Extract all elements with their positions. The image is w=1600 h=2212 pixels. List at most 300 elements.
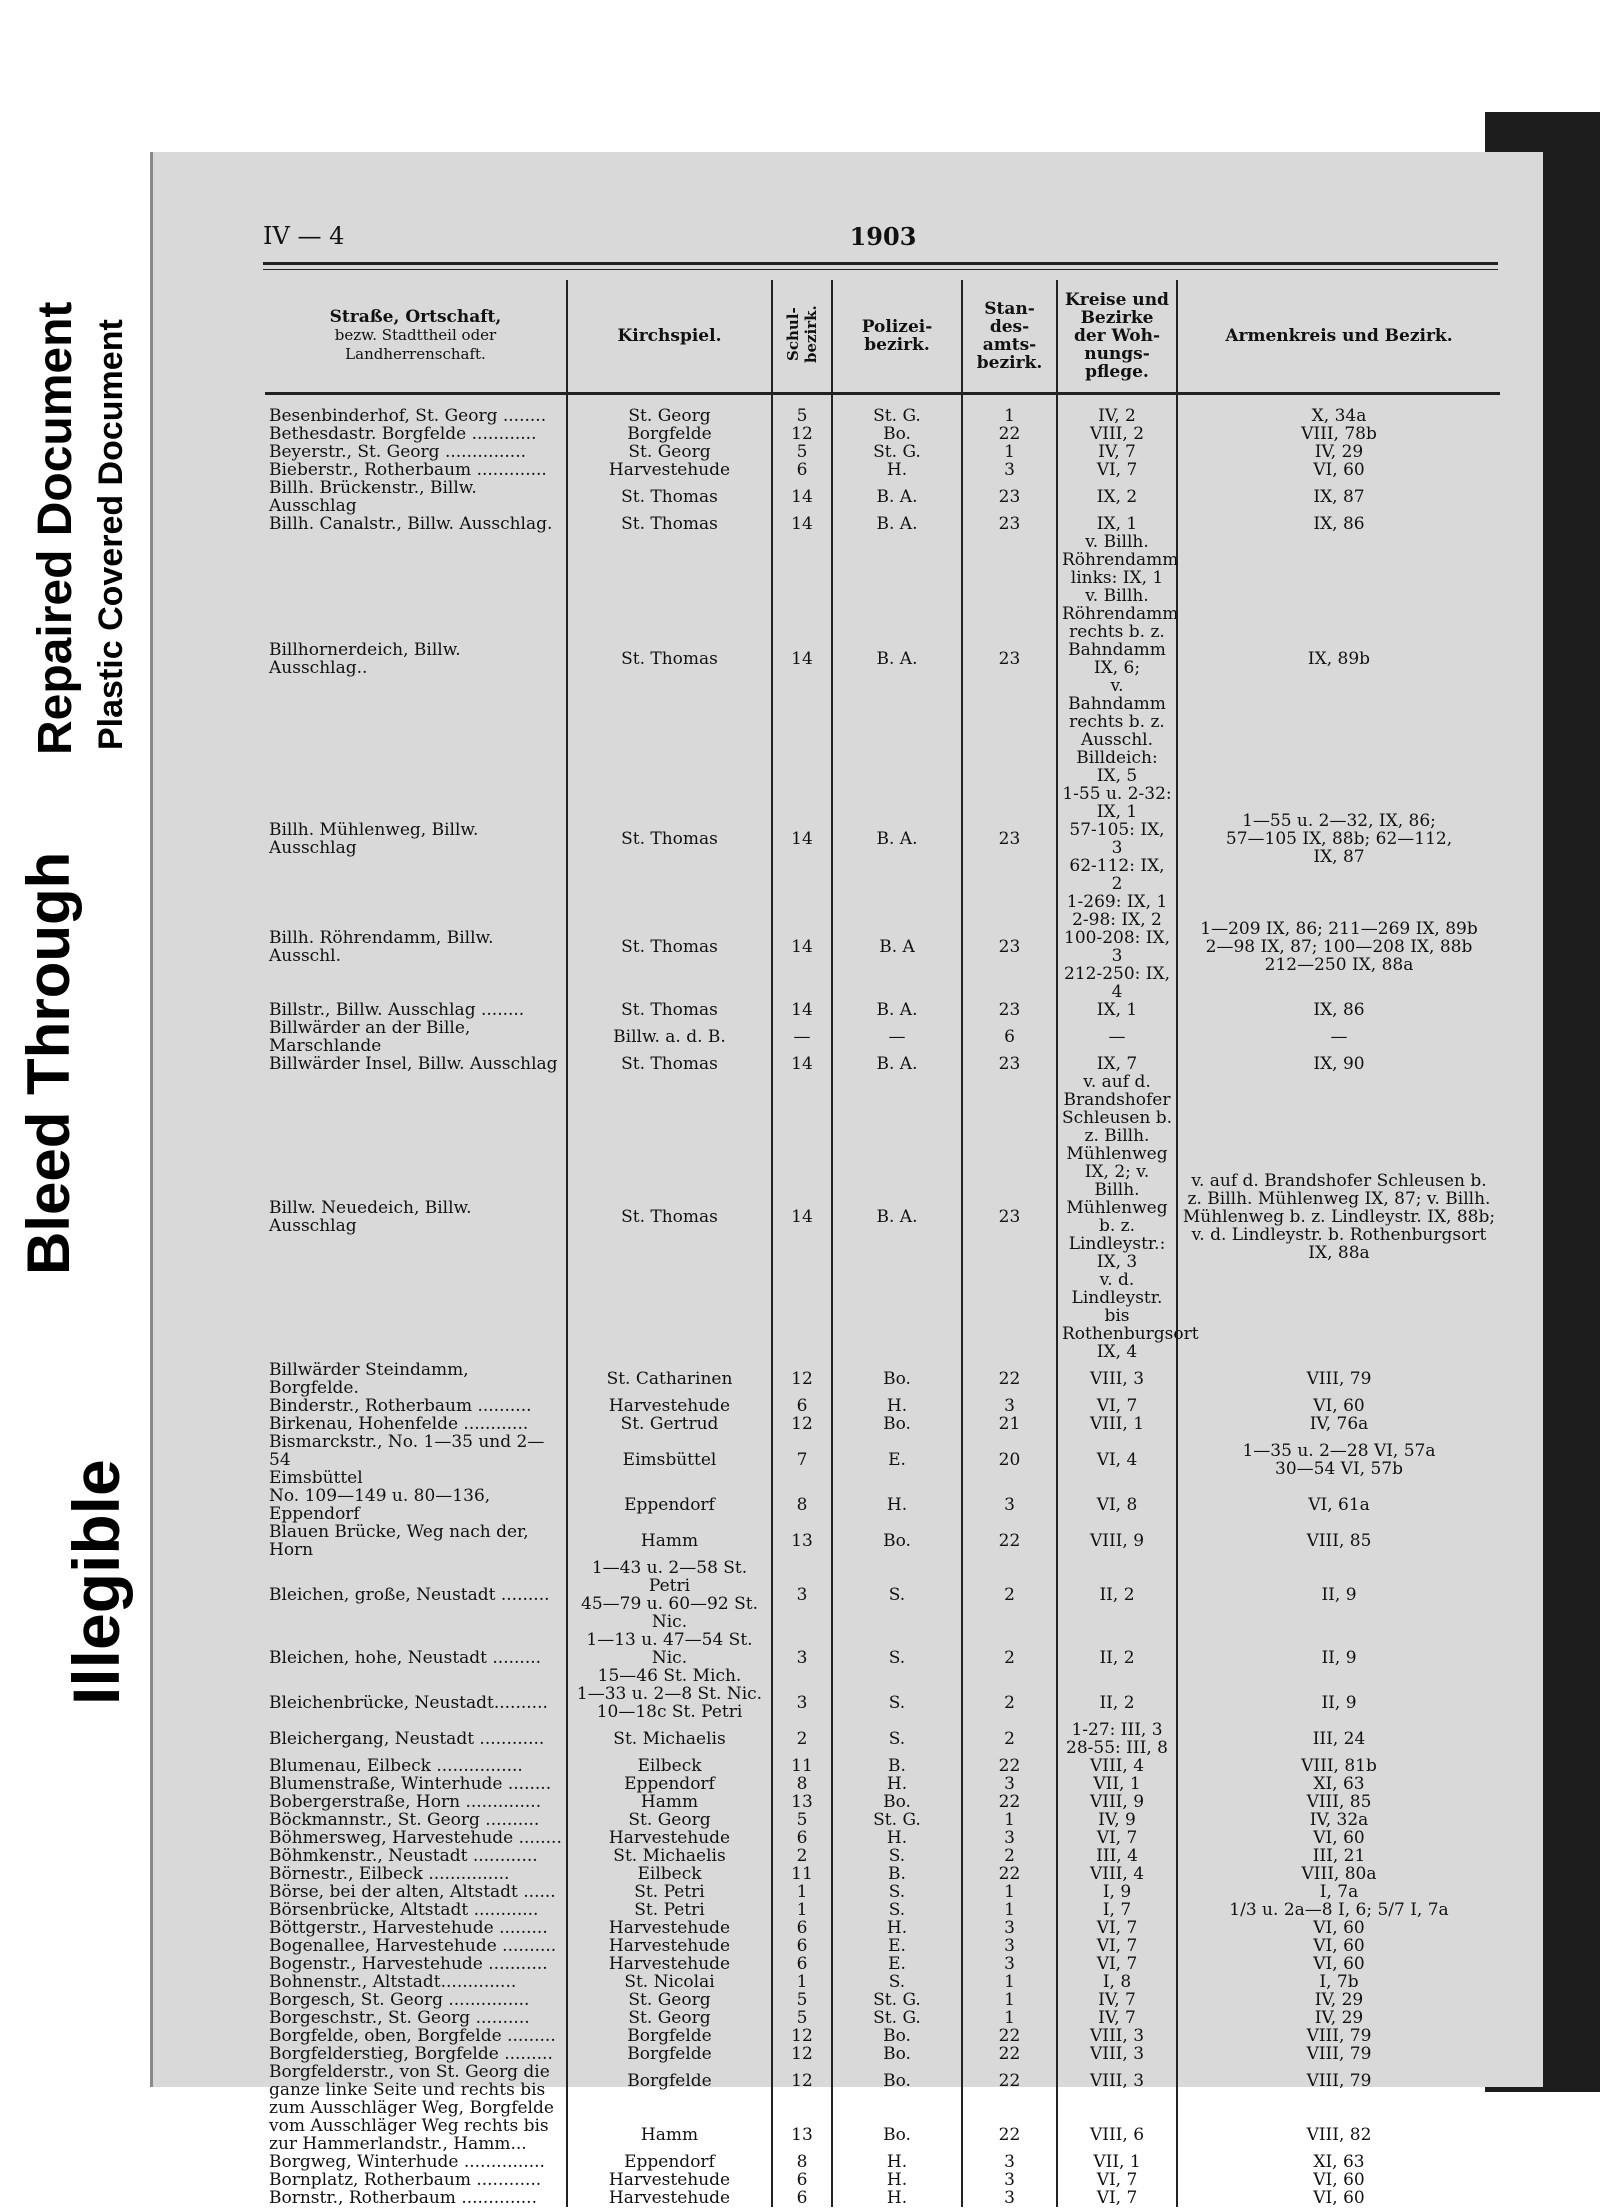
cell-police: H. <box>832 1397 962 1415</box>
table-row <box>265 443 1500 461</box>
cell-registry: 3 <box>962 2189 1057 2207</box>
cell-relief: VIII, 79 <box>1177 2045 1500 2063</box>
cell-parish: St. Georg <box>567 2009 772 2027</box>
cell-housing: IV, 7 <box>1057 443 1177 461</box>
cell-parish: Harvestehude <box>567 461 772 479</box>
cell-housing: III, 4 <box>1057 1847 1177 1865</box>
label-plastic-covered-document: Plastic Covered Document <box>92 319 130 750</box>
cell-housing: IV, 7 <box>1057 1991 1177 2009</box>
cell-registry: 3 <box>962 1829 1057 1847</box>
cell-school: 6 <box>772 461 832 479</box>
cell-housing: VI, 7 <box>1057 1919 1177 1937</box>
table-row <box>265 461 1500 479</box>
cell-police: H. <box>832 461 962 479</box>
cell-police: B. A. <box>832 785 962 893</box>
cell-police: St. G. <box>832 1811 962 1829</box>
cell-street: Borgweg, Winterhude ............... <box>269 2152 545 2172</box>
cell-street: Borgeschstr., St. Georg .......... <box>269 2008 530 2028</box>
cell-parish: St. Michaelis <box>567 1721 772 1757</box>
cell-parish: Eppendorf <box>567 1487 772 1523</box>
cell-street: Bogenallee, Harvestehude .......... <box>269 1936 557 1956</box>
cell-police: H. <box>832 1919 962 1937</box>
cell-school: 6 <box>772 2171 832 2189</box>
table-header-row <box>265 280 1500 394</box>
cell-school: 14 <box>772 785 832 893</box>
cell-relief: VIII, 85 <box>1177 1523 1500 1559</box>
header-school-district: Schul-bezirk. <box>772 280 832 394</box>
cell-housing: I, 9 <box>1057 1883 1177 1901</box>
cell-registry: 1 <box>962 443 1057 461</box>
cell-housing: IV, 2 <box>1057 394 1177 426</box>
cell-street: Böhmersweg, Harvestehude ........ <box>269 1828 562 1848</box>
cell-police: Bo. <box>832 2045 962 2063</box>
cell-housing: VI, 7 <box>1057 461 1177 479</box>
cell-street: Bohnenstr., Altstadt.............. <box>269 1972 517 1992</box>
cell-registry: 23 <box>962 893 1057 1001</box>
cell-street: Binderstr., Rotherbaum .......... <box>269 1396 532 1416</box>
cell-parish: St. Thomas <box>567 1001 772 1019</box>
table-row <box>265 1883 1500 1901</box>
cell-police: Bo. <box>832 2027 962 2045</box>
cell-relief: VI, 60 <box>1177 1397 1500 1415</box>
cell-street: Bleichen, hohe, Neustadt ......... <box>269 1648 542 1668</box>
cell-street: Börsenbrücke, Altstadt ............ <box>269 1900 539 1920</box>
cell-school: 5 <box>772 1811 832 1829</box>
cell-registry: 22 <box>962 1865 1057 1883</box>
cell-parish: St. Thomas <box>567 515 772 533</box>
cell-street: No. 109—149 u. 80—136, Eppendorf <box>269 1486 491 1524</box>
cell-registry: 23 <box>962 1001 1057 1019</box>
cell-police: Bo. Bo. <box>832 2063 962 2153</box>
cell-housing: 1-55 u. 2-32: IX, 1 57-105: IX, 3 62-112: IX, 2 <box>1057 785 1177 893</box>
cell-school: 6 <box>772 1937 832 1955</box>
cell-school: 12 <box>772 1361 832 1397</box>
cell-police: B. <box>832 1757 962 1775</box>
cell-housing: VIII, 1 <box>1057 1415 1177 1433</box>
cell-parish: 1—33 u. 2—8 St. Nic. 10—18c St. Petri <box>567 1685 772 1721</box>
cell-police: H. <box>832 1829 962 1847</box>
cell-school: 13 <box>772 1523 832 1559</box>
table-row <box>265 2009 1500 2027</box>
table-row <box>265 1361 1500 1397</box>
table-row <box>265 1919 1500 1937</box>
cell-relief: IX, 86 <box>1177 1001 1500 1019</box>
cell-school: 7 <box>772 1433 832 1487</box>
cell-registry: 23 <box>962 1055 1057 1073</box>
cell-street: Borgfelderstieg, Borgfelde ......... <box>269 2044 553 2064</box>
cell-housing: VIII, 2 <box>1057 425 1177 443</box>
cell-police: S. <box>832 1901 962 1919</box>
cell-parish: Borgfelde Hamm <box>567 2063 772 2153</box>
header-street: Straße, Ortschaft, bezw. Stadttheil oder Landherrenschaft. <box>265 280 567 394</box>
cell-relief: II, 9 <box>1177 1631 1500 1685</box>
cell-housing: VIII, 4 <box>1057 1757 1177 1775</box>
cell-housing: I, 7 <box>1057 1901 1177 1919</box>
table-row <box>265 515 1500 533</box>
cell-relief: VIII, 79 <box>1177 2027 1500 2045</box>
cell-relief: IV, 76a <box>1177 1415 1500 1433</box>
cell-housing: VI, 4 <box>1057 1433 1177 1487</box>
header-rule-bottom <box>263 269 1498 270</box>
cell-school: — <box>772 1019 832 1055</box>
table-row <box>265 479 1500 515</box>
cell-school: 12 <box>772 2027 832 2045</box>
cell-relief: VI, 61a <box>1177 1487 1500 1523</box>
cell-police: H. <box>832 1487 962 1523</box>
cell-street: Billwärder an der Bille, Marschlande <box>269 1018 471 1056</box>
cell-relief: VI, 60 <box>1177 2171 1500 2189</box>
cell-housing: VI, 7 <box>1057 1937 1177 1955</box>
cell-housing: VIII, 9 <box>1057 1793 1177 1811</box>
page-header <box>263 222 1503 252</box>
cell-registry: 2 <box>962 1685 1057 1721</box>
table-row <box>265 1685 1500 1721</box>
cell-relief: IV, 29 <box>1177 1991 1500 2009</box>
cell-relief: IX, 86 <box>1177 515 1500 533</box>
cell-street: Billstr., Billw. Ausschlag ........ <box>269 1000 525 1020</box>
cell-housing: v. Billh. Röhrendamm links: IX, 1 v. Billh. Röhrendamm rechts b. z. Bahndamm IX, 6; v. Bahndamm rechts b. z. Ausschl. Billdeich: IX, 5 <box>1057 533 1177 785</box>
cell-street: Blauen Brücke, Weg nach der, Horn <box>269 1522 529 1560</box>
cell-housing: IX, 7 <box>1057 1055 1177 1073</box>
cell-police: B. A. <box>832 479 962 515</box>
cell-parish: St. Thomas <box>567 1055 772 1073</box>
cell-school: 1 <box>772 1973 832 1991</box>
cell-police: St. G. <box>832 394 962 426</box>
cell-registry: 22 <box>962 1793 1057 1811</box>
table-row <box>265 394 1500 426</box>
cell-registry: 23 <box>962 533 1057 785</box>
cell-relief: VIII, 79 <box>1177 1361 1500 1397</box>
cell-police: Bo. <box>832 1361 962 1397</box>
cell-registry: 1 <box>962 394 1057 426</box>
cell-parish: St. Thomas <box>567 785 772 893</box>
page-reference: IV — 4 <box>263 222 345 250</box>
cell-police: E. <box>832 1937 962 1955</box>
cell-housing: 1-27: III, 3 28-55: III, 8 <box>1057 1721 1177 1757</box>
cell-school: 5 <box>772 2009 832 2027</box>
cell-registry: 1 <box>962 1973 1057 1991</box>
table-row <box>265 425 1500 443</box>
cell-school: 14 <box>772 479 832 515</box>
cell-housing: II, 2 <box>1057 1685 1177 1721</box>
cell-housing: IX, 1 <box>1057 1001 1177 1019</box>
cell-parish: Harvestehude <box>567 1397 772 1415</box>
cell-housing: VIII, 3 <box>1057 2045 1177 2063</box>
header-police-district: Polizei-bezirk. <box>832 280 962 394</box>
cell-school: 6 <box>772 2189 832 2207</box>
header-housing-district: Kreise und Bezirke der Woh-nungs-pflege. <box>1057 280 1177 394</box>
cell-registry: 6 <box>962 1019 1057 1055</box>
cell-registry: 2 <box>962 1631 1057 1685</box>
table-row <box>265 1757 1500 1775</box>
table-row <box>265 2045 1500 2063</box>
table-body <box>265 394 1500 2208</box>
cell-police: B. A <box>832 893 962 1001</box>
table-row <box>265 2171 1500 2189</box>
table-row <box>265 1811 1500 1829</box>
cell-street: Besenbinderhof, St. Georg ........ <box>269 406 547 426</box>
cell-school: 8 <box>772 1487 832 1523</box>
table-row <box>265 1775 1500 1793</box>
cell-police: S. <box>832 1847 962 1865</box>
cell-police: S. <box>832 1631 962 1685</box>
cell-registry: 22 <box>962 1361 1057 1397</box>
cell-police: S. <box>832 1685 962 1721</box>
cell-parish: St. Thomas <box>567 479 772 515</box>
header-registry-district: Stan-des-amts-bezirk. <box>962 280 1057 394</box>
cell-housing: — <box>1057 1019 1177 1055</box>
cell-parish: Eilbeck <box>567 1865 772 1883</box>
table-row <box>265 1937 1500 1955</box>
cell-relief: 1—55 u. 2—32, IX, 86; 57—105 IX, 88b; 62—112, IX, 87 <box>1177 785 1500 893</box>
cell-registry: 3 <box>962 1397 1057 1415</box>
cell-parish: Borgfelde <box>567 425 772 443</box>
cell-street: Börnestr., Eilbeck ............... <box>269 1864 510 1884</box>
cell-parish: Eimsbüttel <box>567 1433 772 1487</box>
cell-registry: 1 <box>962 1901 1057 1919</box>
cell-street: Borgfelde, oben, Borgfelde ......... <box>269 2026 556 2046</box>
cell-relief: II, 9 <box>1177 1559 1500 1631</box>
cell-police: B. A. <box>832 533 962 785</box>
table-row <box>265 1847 1500 1865</box>
cell-housing: VIII, 4 <box>1057 1865 1177 1883</box>
cell-parish: Borgfelde <box>567 2027 772 2045</box>
table-row <box>265 1073 1500 1361</box>
cell-police: B. A. <box>832 1073 962 1361</box>
cell-parish: Harvestehude <box>567 2189 772 2207</box>
cell-street: Bleichergang, Neustadt ............ <box>269 1729 545 1749</box>
cell-street: Birkenau, Hohenfelde ............ <box>269 1414 529 1434</box>
cell-registry: 23 <box>962 785 1057 893</box>
cell-school: 12 <box>772 2045 832 2063</box>
cell-parish: Eppendorf <box>567 1775 772 1793</box>
header-parish: Kirchspiel. <box>567 280 772 394</box>
cell-parish: St. Petri <box>567 1883 772 1901</box>
cell-registry: 3 <box>962 461 1057 479</box>
cell-street: Borgesch, St. Georg ............... <box>269 1990 530 2010</box>
cell-parish: St. Thomas <box>567 893 772 1001</box>
cell-school: 3 <box>772 1559 832 1631</box>
cell-street: Borgfelderstr., von St. Georg die ganze linke Seite und rechts bis zum Ausschläger Weg, Borgfelde vom Ausschläger Weg rechts bis zur Hammerlandstr., Hamm... <box>269 2062 554 2154</box>
cell-police: Bo. <box>832 1793 962 1811</box>
cell-street: Beyerstr., St. Georg ............... <box>269 442 527 462</box>
cell-registry: 20 <box>962 1433 1057 1487</box>
cell-registry: 22 <box>962 1523 1057 1559</box>
table-row <box>265 1397 1500 1415</box>
document-page <box>150 152 1543 2208</box>
cell-relief: I, 7b <box>1177 1973 1500 1991</box>
cell-police: S. <box>832 1973 962 1991</box>
cell-police: B. A. <box>832 515 962 533</box>
cell-housing: VI, 7 <box>1057 1397 1177 1415</box>
cell-school: 3 <box>772 1685 832 1721</box>
cell-street: Börse, bei der alten, Altstadt ...... <box>269 1882 556 1902</box>
cell-street: Bleichenbrücke, Neustadt.......... <box>269 1693 548 1713</box>
cell-relief: VI, 60 <box>1177 1937 1500 1955</box>
cell-housing: VI, 8 <box>1057 1487 1177 1523</box>
cell-street: Bogenstr., Harvestehude ........... <box>269 1954 548 1974</box>
cell-street: Bethesdastr. Borgfelde ............ <box>269 424 537 444</box>
cell-relief: 1—35 u. 2—28 VI, 57a 30—54 VI, 57b <box>1177 1433 1500 1487</box>
cell-relief: I, 7a <box>1177 1883 1500 1901</box>
cell-street: Bleichen, große, Neustadt ......... <box>269 1585 550 1605</box>
cell-street: Billh. Röhrendamm, Billw. Ausschl. <box>269 928 494 966</box>
cell-school: 12 13 <box>772 2063 832 2153</box>
cell-parish: Harvestehude <box>567 1955 772 1973</box>
cell-street: Billh. Brückenstr., Billw. Ausschlag <box>269 478 477 516</box>
cell-school: 6 <box>772 1829 832 1847</box>
cell-school: 14 <box>772 1001 832 1019</box>
cell-parish: St. Petri <box>567 1901 772 1919</box>
cell-street: Bismarckstr., No. 1—35 und 2—54 Eimsbüttel <box>269 1432 545 1488</box>
cell-school: 8 <box>772 1775 832 1793</box>
cell-parish: St. Gertrud <box>567 1415 772 1433</box>
cell-housing: VII, 1 <box>1057 2153 1177 2171</box>
cell-registry: 22 22 <box>962 2063 1057 2153</box>
cell-parish: St. Georg <box>567 443 772 461</box>
cell-parish: Eilbeck <box>567 1757 772 1775</box>
cell-housing: IV, 7 <box>1057 2009 1177 2027</box>
cell-parish: Eppendorf <box>567 2153 772 2171</box>
cell-relief: 1/3 u. 2a—8 I, 6; 5/7 I, 7a <box>1177 1901 1500 1919</box>
cell-police: B. A. <box>832 1001 962 1019</box>
cell-police: S. <box>832 1883 962 1901</box>
cell-housing: IV, 9 <box>1057 1811 1177 1829</box>
cell-parish: Harvestehude <box>567 1919 772 1937</box>
cell-street: Billwärder Steindamm, Borgfelde. <box>269 1360 469 1398</box>
cell-relief: XI, 63 <box>1177 2153 1500 2171</box>
cell-school: 8 <box>772 2153 832 2171</box>
header-poor-relief-district: Armenkreis und Bezirk. <box>1177 280 1500 394</box>
label-bleed-through: Bleed Through <box>15 851 82 1275</box>
cell-school: 5 <box>772 394 832 426</box>
cell-school: 11 <box>772 1865 832 1883</box>
cell-registry: 1 <box>962 1811 1057 1829</box>
cell-parish: Harvestehude <box>567 1937 772 1955</box>
cell-street: Böhmkenstr., Neustadt ............ <box>269 1846 538 1866</box>
cell-relief: II, 9 <box>1177 1685 1500 1721</box>
cell-street: Bornstr., Rotherbaum .............. <box>269 2188 537 2208</box>
cell-parish: St. Georg <box>567 1991 772 2009</box>
cell-registry: 3 <box>962 2171 1057 2189</box>
cell-police: St. G. <box>832 443 962 461</box>
cell-relief: IV, 29 <box>1177 2009 1500 2027</box>
cell-school: 6 <box>772 1955 832 1973</box>
table-row <box>265 2027 1500 2045</box>
cell-school: 2 <box>772 1847 832 1865</box>
cell-police: St. G. <box>832 2009 962 2027</box>
cell-parish: Hamm <box>567 1523 772 1559</box>
cell-housing: VIII, 3 <box>1057 1361 1177 1397</box>
cell-police: S. <box>832 1721 962 1757</box>
cell-relief: v. auf d. Brandshofer Schleusen b. z. Billh. Mühlenweg IX, 87; v. Billh. Mühlenweg b. z. Lindleystr. IX, 88b; v. d. Lindleystr. b. Rothenburgsort IX, 88a <box>1177 1073 1500 1361</box>
cell-police: H. <box>832 2189 962 2207</box>
cell-parish: St. Thomas <box>567 1073 772 1361</box>
cell-police: H. <box>832 2153 962 2171</box>
cell-registry: 3 <box>962 1487 1057 1523</box>
cell-relief: VI, 60 <box>1177 461 1500 479</box>
cell-school: 1 <box>772 1883 832 1901</box>
cell-street: Blumenau, Eilbeck ................ <box>269 1756 523 1776</box>
table-row <box>265 2153 1500 2171</box>
cell-street: Billh. Mühlenweg, Billw. Ausschlag <box>269 820 479 858</box>
header-rule-top <box>263 262 1498 265</box>
cell-school: 14 <box>772 1055 832 1073</box>
table-row <box>265 1955 1500 1973</box>
cell-relief: — <box>1177 1019 1500 1055</box>
watermark-labels <box>0 0 170 2177</box>
cell-parish: St. Thomas <box>567 533 772 785</box>
cell-registry: 3 <box>962 2153 1057 2171</box>
cell-housing: VIII, 9 <box>1057 1523 1177 1559</box>
cell-police: B. A. <box>832 1055 962 1073</box>
cell-housing: IX, 1 <box>1057 515 1177 533</box>
label-illegible: Illegible <box>59 1459 133 1705</box>
cell-school: 13 <box>772 1793 832 1811</box>
cell-registry: 3 <box>962 1955 1057 1973</box>
cell-housing: VIII, 3 <box>1057 2027 1177 2045</box>
cell-registry: 3 <box>962 1937 1057 1955</box>
cell-registry: 21 <box>962 1415 1057 1433</box>
cell-registry: 23 <box>962 515 1057 533</box>
cell-relief: VI, 60 <box>1177 1955 1500 1973</box>
cell-police: — <box>832 1019 962 1055</box>
cell-housing: VIII, 3 VIII, 6 <box>1057 2063 1177 2153</box>
cell-housing: VI, 7 <box>1057 2189 1177 2207</box>
table-row <box>265 533 1500 785</box>
cell-parish: Billw. a. d. B. <box>567 1019 772 1055</box>
cell-street: Billw. Neuedeich, Billw. Ausschlag <box>269 1198 472 1236</box>
cell-registry: 22 <box>962 1757 1057 1775</box>
cell-street: Billhornerdeich, Billw. Ausschlag.. <box>269 640 461 678</box>
cell-police: Bo. <box>832 1415 962 1433</box>
cell-housing: VI, 7 <box>1057 1829 1177 1847</box>
cell-police: Bo. <box>832 1523 962 1559</box>
cell-street: Böckmannstr., St. Georg .......... <box>269 1810 540 1830</box>
table-row <box>265 2189 1500 2207</box>
cell-school: 6 <box>772 1397 832 1415</box>
cell-registry: 22 <box>962 425 1057 443</box>
cell-registry: 23 <box>962 1073 1057 1361</box>
cell-relief: XI, 63 <box>1177 1775 1500 1793</box>
cell-relief: IX, 89b <box>1177 533 1500 785</box>
table-row <box>265 1991 1500 2009</box>
cell-relief: VIII, 81b <box>1177 1757 1500 1775</box>
cell-police: E. <box>832 1955 962 1973</box>
cell-street: Billwärder Insel, Billw. Ausschlag <box>269 1054 558 1074</box>
table-row <box>265 1865 1500 1883</box>
cell-parish: Hamm <box>567 1793 772 1811</box>
cell-relief: VIII, 85 <box>1177 1793 1500 1811</box>
table-row <box>265 1001 1500 1019</box>
table-row <box>265 1523 1500 1559</box>
cell-registry: 22 <box>962 2045 1057 2063</box>
cell-parish: Borgfelde <box>567 2045 772 2063</box>
cell-police: B. <box>832 1865 962 1883</box>
cell-police: H. <box>832 1775 962 1793</box>
cell-parish: St. Catharinen <box>567 1361 772 1397</box>
cell-school: 14 <box>772 1073 832 1361</box>
cell-street: Bieberstr., Rotherbaum ............. <box>269 460 547 480</box>
cell-school: 6 <box>772 1919 832 1937</box>
cell-parish: St. Michaelis <box>567 1847 772 1865</box>
cell-relief: VI, 60 <box>1177 1919 1500 1937</box>
cell-school: 11 <box>772 1757 832 1775</box>
street-register-table <box>265 280 1500 2207</box>
cell-relief: VIII, 80a <box>1177 1865 1500 1883</box>
cell-police: S. <box>832 1559 962 1631</box>
table-row <box>265 1829 1500 1847</box>
